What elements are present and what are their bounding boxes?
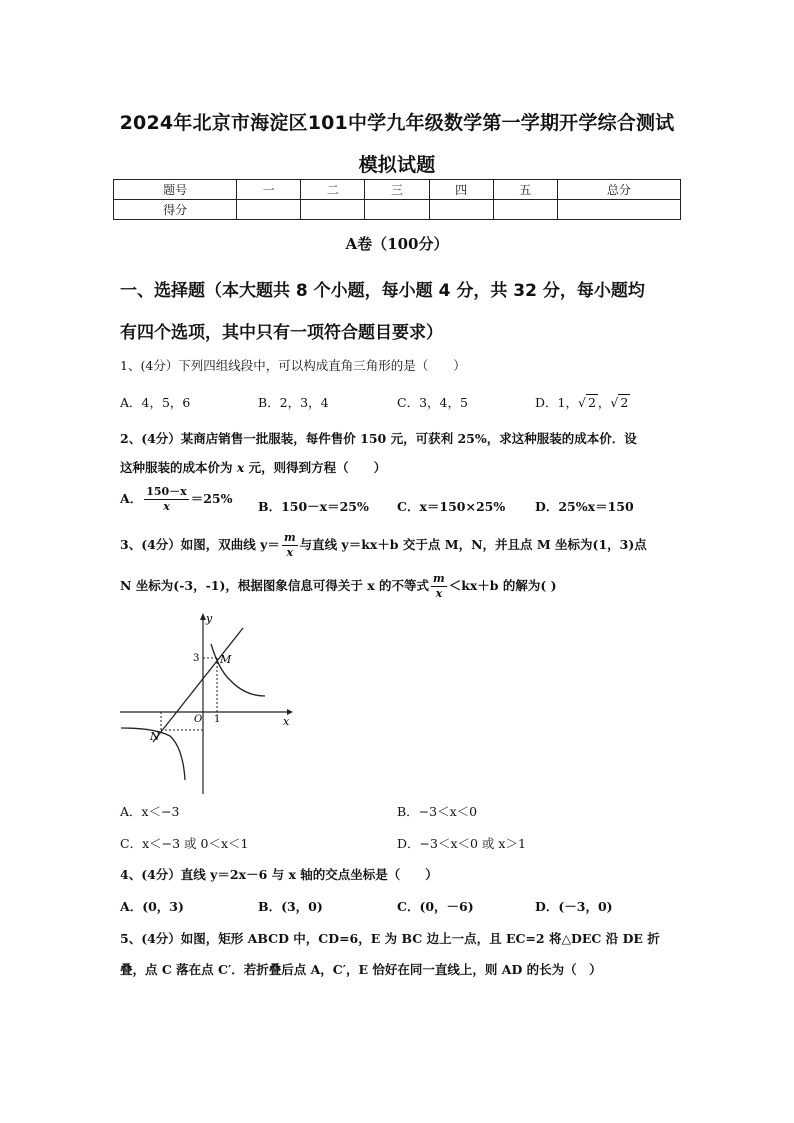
- q2-option-a-fraction: [144, 485, 189, 514]
- fraction-denominator: x: [163, 500, 170, 513]
- q2-stem-line2-b: 元，则得到方程（ ）: [244, 460, 387, 475]
- q1-option-d-radicand-2: 2: [620, 395, 629, 410]
- q3-option-c[interactable]: C．x＜−3 或 0＜x＜1: [120, 836, 249, 851]
- score-table-header-row: [114, 180, 681, 200]
- score-table: [113, 179, 681, 220]
- q3-option-d[interactable]: D．−3＜x＜0 或 x＞1: [397, 836, 526, 851]
- q2-option-a-label: A．: [120, 491, 143, 506]
- score-table-header: 三: [365, 180, 429, 200]
- q2-stem-line2: [120, 458, 386, 476]
- fraction-numerator: m: [433, 572, 445, 585]
- label-x: x: [283, 715, 290, 728]
- q2-stem-line2-a: 这种服装的成本价为: [120, 460, 237, 475]
- section-heading-line2: 有四个选项，其中只有一项符合题目要求）: [120, 323, 443, 343]
- q4-option-d[interactable]: D．(－3，0): [535, 899, 613, 914]
- fraction-denominator: x: [435, 587, 443, 600]
- fraction-denominator: x: [286, 546, 294, 559]
- hyperbola-branch-q1: [211, 644, 265, 696]
- section-heading-line1: 一、选择题（本大题共 8 个小题，每小题 4 分，共 32 分，每小题均: [120, 281, 645, 301]
- q3-fraction-2: [431, 572, 447, 601]
- score-cell[interactable]: [301, 200, 365, 220]
- q2-option-a[interactable]: [120, 485, 233, 514]
- q4-stem: 4、(4分）直线 y＝2x－6 与 x 轴的交点坐标是（ ）: [120, 867, 438, 882]
- q2-stem-line1: 2、(4分）某商店销售一批服装，每件售价 150 元，可获利 25%，求这种服装的成本价．设: [120, 431, 637, 446]
- label-m: M: [220, 653, 232, 666]
- score-table-score-row: [114, 200, 681, 220]
- sqrt-symbol: √: [577, 395, 586, 410]
- q5-stem-line2: 叠，点 C 落在点 C′．若折叠后点 A，C′，E 恰好在同一直线上，则 AD 的长为（ ）: [120, 962, 602, 977]
- q2-option-c[interactable]: C．x＝150×25%: [397, 499, 506, 514]
- score-row-label: 得分: [114, 200, 237, 220]
- score-table-header: 四: [429, 180, 493, 200]
- q4-option-c[interactable]: C．(0，－6): [397, 899, 474, 914]
- score-table-header: 二: [301, 180, 365, 200]
- score-cell[interactable]: [429, 200, 493, 220]
- fraction-numerator: 150－x: [146, 485, 187, 498]
- sqrt-symbol: √: [610, 395, 619, 410]
- score-table-header: 五: [493, 180, 557, 200]
- q1-option-d[interactable]: [535, 393, 630, 411]
- fraction-numerator: m: [283, 531, 296, 544]
- label-origin: O: [194, 714, 203, 725]
- q2-option-a-rest: ＝25%: [190, 491, 233, 506]
- q3-option-b[interactable]: B．−3＜x＜0: [397, 804, 478, 819]
- q3-function-graph: [115, 608, 295, 798]
- q3-line2-a: N 坐标为(-3，-1)，根据图象信息可得关于 x 的不等式: [120, 578, 430, 593]
- document-title-line1: 2024年北京市海淀区101中学九年级数学第一学期开学综合测试: [119, 112, 675, 134]
- q1-option-b[interactable]: B．2，3，4: [258, 395, 329, 410]
- volume-heading: A卷（100分）: [345, 235, 449, 253]
- q1-stem: 1、(4分）下列四组线段中，可以构成直角三角形的是（ ）: [120, 358, 466, 373]
- q2-variable: x: [236, 460, 245, 475]
- q3-line1-b: 与直线 y＝kx＋b 交于点 M，N，并且点 M 坐标为(1，3)点: [299, 537, 647, 552]
- label-three: 3: [193, 653, 200, 664]
- score-cell[interactable]: [557, 200, 680, 220]
- q5-stem-line1: 5、(4分）如图，矩形 ABCD 中，CD=6，E 为 BC 边上一点，且 EC=2 将△DEC 沿 DE 折: [120, 931, 660, 946]
- q1-option-c[interactable]: C．3，4，5: [397, 395, 468, 410]
- q3-line2-b: ＜kx＋b 的解为( ): [448, 578, 557, 593]
- q3-line1-a: 3、(4分）如图，双曲线 y＝: [120, 537, 280, 552]
- score-table-header: 题号: [114, 180, 237, 200]
- q3-stem-line1: [120, 531, 647, 560]
- score-cell[interactable]: [493, 200, 557, 220]
- q4-option-a[interactable]: A．(0，3): [120, 899, 184, 914]
- q1-option-d-radicand-1: 2: [587, 395, 596, 410]
- score-table-header: 一: [237, 180, 301, 200]
- q1-option-d-prefix: D．1，: [535, 395, 578, 410]
- score-cell[interactable]: [237, 200, 301, 220]
- q2-option-d[interactable]: D．25%x＝150: [535, 499, 634, 514]
- document-title-line2: 模拟试题: [358, 154, 436, 176]
- q1-option-d-separator: ，: [597, 395, 611, 410]
- q3-option-a[interactable]: A．x＜−3: [120, 804, 180, 819]
- score-table-header: 总分: [557, 180, 680, 200]
- q1-option-a[interactable]: A．4，5，6: [120, 395, 191, 410]
- q4-option-b[interactable]: B．(3，0): [258, 899, 323, 914]
- label-y: y: [206, 612, 213, 625]
- label-one: 1: [214, 714, 221, 725]
- score-cell[interactable]: [365, 200, 429, 220]
- label-n: N: [150, 730, 160, 743]
- q3-stem-line2: [120, 572, 557, 601]
- q3-fraction-1: [282, 531, 298, 560]
- q2-option-b[interactable]: B．150－x＝25%: [258, 499, 369, 514]
